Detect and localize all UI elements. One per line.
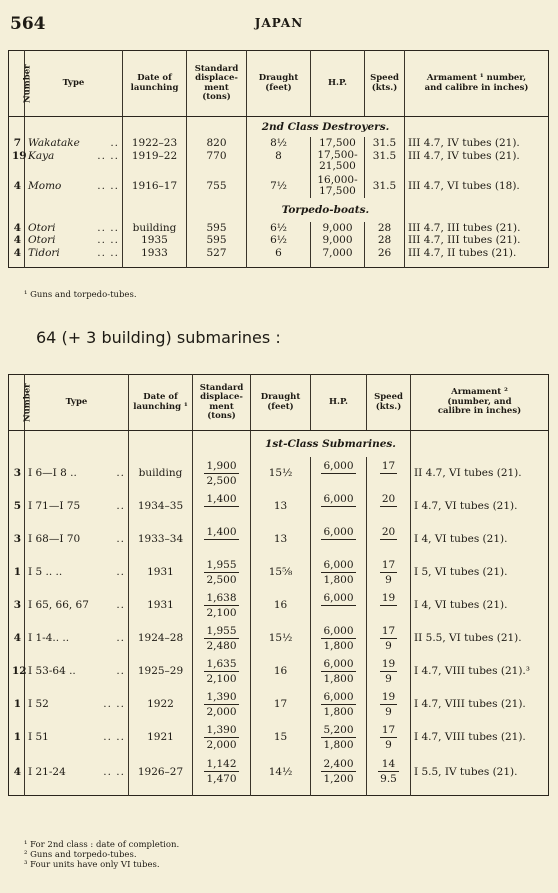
table-row bbox=[9, 688, 549, 721]
row-date: 1919–22 bbox=[123, 150, 187, 174]
row-speed: $\frac{19}{9}$ bbox=[367, 655, 411, 688]
row-number: 1 bbox=[13, 698, 21, 710]
row-displacement: 1,400 bbox=[193, 523, 251, 556]
row-armament: I 4.7, VIII tubes (21).³ bbox=[411, 655, 549, 688]
footnote: ³ Four units have only VI tubes. bbox=[24, 860, 160, 870]
row-speed: $\frac{17}{9}$ bbox=[367, 622, 411, 655]
row-number: 5 bbox=[13, 500, 21, 512]
col-type-header: Type bbox=[25, 51, 123, 117]
row-type: I 65, 66, 67 .. bbox=[25, 589, 129, 622]
row-hp: $\frac{6,000}{1,800}$ bbox=[311, 688, 367, 721]
row-armament: III 4.7, III tubes (21). bbox=[405, 222, 549, 234]
row-speed: 17 bbox=[367, 457, 411, 490]
col-type-header: Type bbox=[25, 375, 129, 431]
row-type: Tidori .. .. bbox=[25, 246, 123, 260]
row-type: Momo .. .. bbox=[25, 174, 123, 198]
col-number-header: Number bbox=[9, 375, 25, 431]
section-heading: 1st-Class Submarines. bbox=[251, 431, 411, 457]
row-armament: III 4.7, IV tubes (21). bbox=[405, 150, 549, 174]
row-date: 1921 bbox=[129, 721, 193, 754]
row-date: building bbox=[123, 222, 187, 234]
row-type: I 1-4.. .. .. bbox=[25, 622, 129, 655]
row-date: 1931 bbox=[129, 556, 193, 589]
row-draught: 16 bbox=[251, 655, 311, 688]
row-hp: 17,500 bbox=[311, 137, 365, 150]
table-row bbox=[9, 490, 549, 523]
row-draught: 6 bbox=[247, 246, 311, 260]
row-speed: 20 bbox=[367, 490, 411, 523]
row-armament: III 4.7, III tubes (21). bbox=[405, 234, 549, 246]
row-date: 1924–28 bbox=[129, 622, 193, 655]
row-armament: III 4.7, II tubes (21). bbox=[405, 246, 549, 260]
section-heading-row bbox=[9, 431, 549, 457]
row-date: 1926–27 bbox=[129, 754, 193, 790]
running-head: JAPAN bbox=[254, 16, 304, 30]
row-hp: $\frac{6,000}{1,800}$ bbox=[311, 622, 367, 655]
table-row bbox=[9, 174, 549, 198]
row-date: 1925–29 bbox=[129, 655, 193, 688]
col-armament-header: Armament ¹ number, and calibre in inches) bbox=[405, 51, 549, 117]
row-draught: 15½ bbox=[251, 457, 311, 490]
row-armament: I 4.7, VIII tubes (21). bbox=[411, 688, 549, 721]
row-displacement: 770 bbox=[187, 150, 247, 174]
section-title: 64 (+ 3 building) submarines : bbox=[36, 328, 281, 347]
col-hp-header: H.P. bbox=[311, 375, 367, 431]
footnote: ¹ For 2nd class : date of completion. bbox=[24, 840, 180, 850]
footnote: ¹ Guns and torpedo-tubes. bbox=[24, 290, 137, 300]
row-displacement: $\frac{1,955}{2,480}$ bbox=[193, 622, 251, 655]
col-number-header: Number bbox=[9, 51, 25, 117]
col-date-header: Date of launching ¹ bbox=[129, 375, 193, 431]
row-hp: 16,000- 17,500 bbox=[311, 174, 365, 198]
col-date-header: Date of launching bbox=[123, 51, 187, 117]
table-header-row bbox=[9, 51, 549, 117]
row-speed: 31.5 bbox=[365, 174, 405, 198]
row-draught: 16 bbox=[251, 589, 311, 622]
row-draught: 13 bbox=[251, 523, 311, 556]
row-type: I 52 .. .. bbox=[25, 688, 129, 721]
row-draught: 13 bbox=[251, 490, 311, 523]
section-heading-row bbox=[9, 198, 549, 222]
row-number: 7 bbox=[13, 137, 21, 149]
col-speed-header: Speed (kts.) bbox=[365, 51, 405, 117]
row-draught: 15½ bbox=[251, 622, 311, 655]
row-date: 1935 bbox=[123, 234, 187, 246]
col-armament-header: Armament ² (number, and calibre in inches) bbox=[411, 375, 549, 431]
row-number: 1 bbox=[13, 566, 21, 578]
row-type: I 51 .. .. bbox=[25, 721, 129, 754]
row-type: Kaya .. .. bbox=[25, 150, 123, 174]
row-speed: 26 bbox=[365, 246, 405, 260]
row-displacement: 1,400 bbox=[193, 490, 251, 523]
row-speed: $\frac{14}{9.5}$ bbox=[367, 754, 411, 790]
col-displacement-header: Standard displace- ment (tons) bbox=[187, 51, 247, 117]
row-displacement: $\frac{1,955}{2,500}$ bbox=[193, 556, 251, 589]
submarines-table bbox=[8, 374, 549, 796]
row-draught: 15⅝ bbox=[251, 556, 311, 589]
row-type: Otori .. .. bbox=[25, 234, 123, 246]
table-row bbox=[9, 246, 549, 260]
row-date: building bbox=[129, 457, 193, 490]
row-date: 1922 bbox=[129, 688, 193, 721]
row-armament: I 4.7, VI tubes (21). bbox=[411, 490, 549, 523]
row-draught: 7½ bbox=[247, 174, 311, 198]
footnotes bbox=[24, 840, 179, 870]
col-draught-header: Draught (feet) bbox=[251, 375, 311, 431]
page-number: 564 bbox=[10, 14, 46, 34]
section-heading-row bbox=[9, 117, 549, 137]
row-type: I 71—I 75 .. bbox=[25, 490, 129, 523]
row-number: 4 bbox=[13, 246, 21, 259]
row-type: I 68—I 70 .. bbox=[25, 523, 129, 556]
row-number: 19 bbox=[12, 149, 27, 162]
footnote: ² Guns and torpedo-tubes. bbox=[24, 850, 137, 860]
table-row bbox=[9, 721, 549, 754]
row-number: 4 bbox=[13, 221, 21, 234]
row-number: 4 bbox=[13, 765, 21, 778]
row-hp: $\frac{2,400}{1,200}$ bbox=[311, 754, 367, 790]
row-armament: I 4, VI tubes (21). bbox=[411, 523, 549, 556]
table-row bbox=[9, 150, 549, 174]
row-number: 4 bbox=[13, 179, 21, 192]
row-speed: 19 bbox=[367, 589, 411, 622]
row-speed: 31.5 bbox=[365, 150, 405, 174]
row-armament: I 4, VI tubes (21). bbox=[411, 589, 549, 622]
col-draught-header: Draught (feet) bbox=[247, 51, 311, 117]
row-displacement: $\frac{1,900}{2,500}$ bbox=[193, 457, 251, 490]
row-draught: 8 bbox=[247, 150, 311, 174]
row-armament: II 5.5, VI tubes (21). bbox=[411, 622, 549, 655]
row-number: 1 bbox=[13, 731, 21, 743]
row-date: 1933–34 bbox=[129, 523, 193, 556]
row-armament: III 4.7, VI tubes (18). bbox=[405, 174, 549, 198]
row-date: 1933 bbox=[123, 246, 187, 260]
row-speed: $\frac{17}{9}$ bbox=[367, 556, 411, 589]
row-date: 1922–23 bbox=[123, 137, 187, 150]
row-hp: $\frac{6,000}{1,800}$ bbox=[311, 556, 367, 589]
row-speed: 20 bbox=[367, 523, 411, 556]
row-hp: 6,000 bbox=[311, 457, 367, 490]
table-row bbox=[9, 655, 549, 688]
row-speed: $\frac{17}{9}$ bbox=[367, 721, 411, 754]
row-speed: $\frac{19}{9}$ bbox=[367, 688, 411, 721]
row-type: Wakatake .. bbox=[25, 137, 123, 150]
table-row bbox=[9, 222, 549, 234]
row-date: 1931 bbox=[129, 589, 193, 622]
row-date: 1916–17 bbox=[123, 174, 187, 198]
table-row bbox=[9, 589, 549, 622]
row-displacement: 595 bbox=[187, 222, 247, 234]
row-type: I 53-64 .. .. bbox=[25, 655, 129, 688]
table-row bbox=[9, 754, 549, 790]
row-number: 3 bbox=[13, 467, 21, 479]
row-displacement: $\frac{1,390}{2,000}$ bbox=[193, 721, 251, 754]
table-row bbox=[9, 457, 549, 490]
row-number: 3 bbox=[13, 533, 21, 545]
row-hp: 17,500- 21,500 bbox=[311, 150, 365, 174]
row-speed: 31.5 bbox=[365, 137, 405, 150]
row-type: I 21-24 .. .. bbox=[25, 754, 129, 790]
row-hp: 7,000 bbox=[311, 246, 365, 260]
row-hp: 6,000 bbox=[311, 589, 367, 622]
table-row bbox=[9, 523, 549, 556]
row-displacement: 595 bbox=[187, 234, 247, 246]
table-row bbox=[9, 556, 549, 589]
row-type: I 6—I 8 .. .. bbox=[25, 457, 129, 490]
table-row bbox=[9, 137, 549, 150]
row-armament: II 4.7, VI tubes (21). bbox=[411, 457, 549, 490]
row-number: 4 bbox=[13, 632, 21, 644]
table-row bbox=[9, 234, 549, 246]
row-displacement: $\frac{1,390}{2,000}$ bbox=[193, 688, 251, 721]
row-draught: 14½ bbox=[251, 754, 311, 790]
page-header bbox=[0, 14, 558, 36]
col-hp-header: H.P. bbox=[311, 51, 365, 117]
col-displacement-header: Standard displace- ment (tons) bbox=[193, 375, 251, 431]
table-row bbox=[9, 622, 549, 655]
row-hp: $\frac{6,000}{1,800}$ bbox=[311, 655, 367, 688]
row-type: I 5 .. .. .. bbox=[25, 556, 129, 589]
row-draught: 17 bbox=[251, 688, 311, 721]
row-draught: 15 bbox=[251, 721, 311, 754]
row-date: 1934–35 bbox=[129, 490, 193, 523]
row-number: 4 bbox=[13, 233, 21, 246]
row-armament: I 5.5, IV tubes (21). bbox=[411, 754, 549, 790]
row-number: 3 bbox=[13, 599, 21, 611]
row-hp: 9,000 bbox=[311, 234, 365, 246]
row-displacement: 527 bbox=[187, 246, 247, 260]
row-type: Otori .. .. bbox=[25, 222, 123, 234]
table-header-row bbox=[9, 375, 549, 431]
row-hp: 6,000 bbox=[311, 523, 367, 556]
row-draught: 8½ bbox=[247, 137, 311, 150]
section-heading: 2nd Class Destroyers. bbox=[247, 117, 405, 137]
col-speed-header: Speed (kts.) bbox=[367, 375, 411, 431]
row-armament: I 4.7, VIII tubes (21). bbox=[411, 721, 549, 754]
section-heading: Torpedo-boats. bbox=[247, 198, 405, 222]
row-hp: 9,000 bbox=[311, 222, 365, 234]
row-displacement: 820 bbox=[187, 137, 247, 150]
row-draught: 6½ bbox=[247, 234, 311, 246]
row-displacement: $\frac{1,638}{2,100}$ bbox=[193, 589, 251, 622]
row-armament: I 5, VI tubes (21). bbox=[411, 556, 549, 589]
row-armament: III 4.7, IV tubes (21). bbox=[405, 137, 549, 150]
row-hp: 6,000 bbox=[311, 490, 367, 523]
row-displacement: 755 bbox=[187, 174, 247, 198]
row-draught: 6½ bbox=[247, 222, 311, 234]
row-number: 12 bbox=[12, 665, 27, 677]
row-displacement: $\frac{1,635}{2,100}$ bbox=[193, 655, 251, 688]
row-speed: 28 bbox=[365, 234, 405, 246]
row-hp: $\frac{5,200}{1,800}$ bbox=[311, 721, 367, 754]
row-speed: 28 bbox=[365, 222, 405, 234]
row-displacement: $\frac{1,142}{1,470}$ bbox=[193, 754, 251, 790]
destroyers-table bbox=[8, 50, 549, 268]
